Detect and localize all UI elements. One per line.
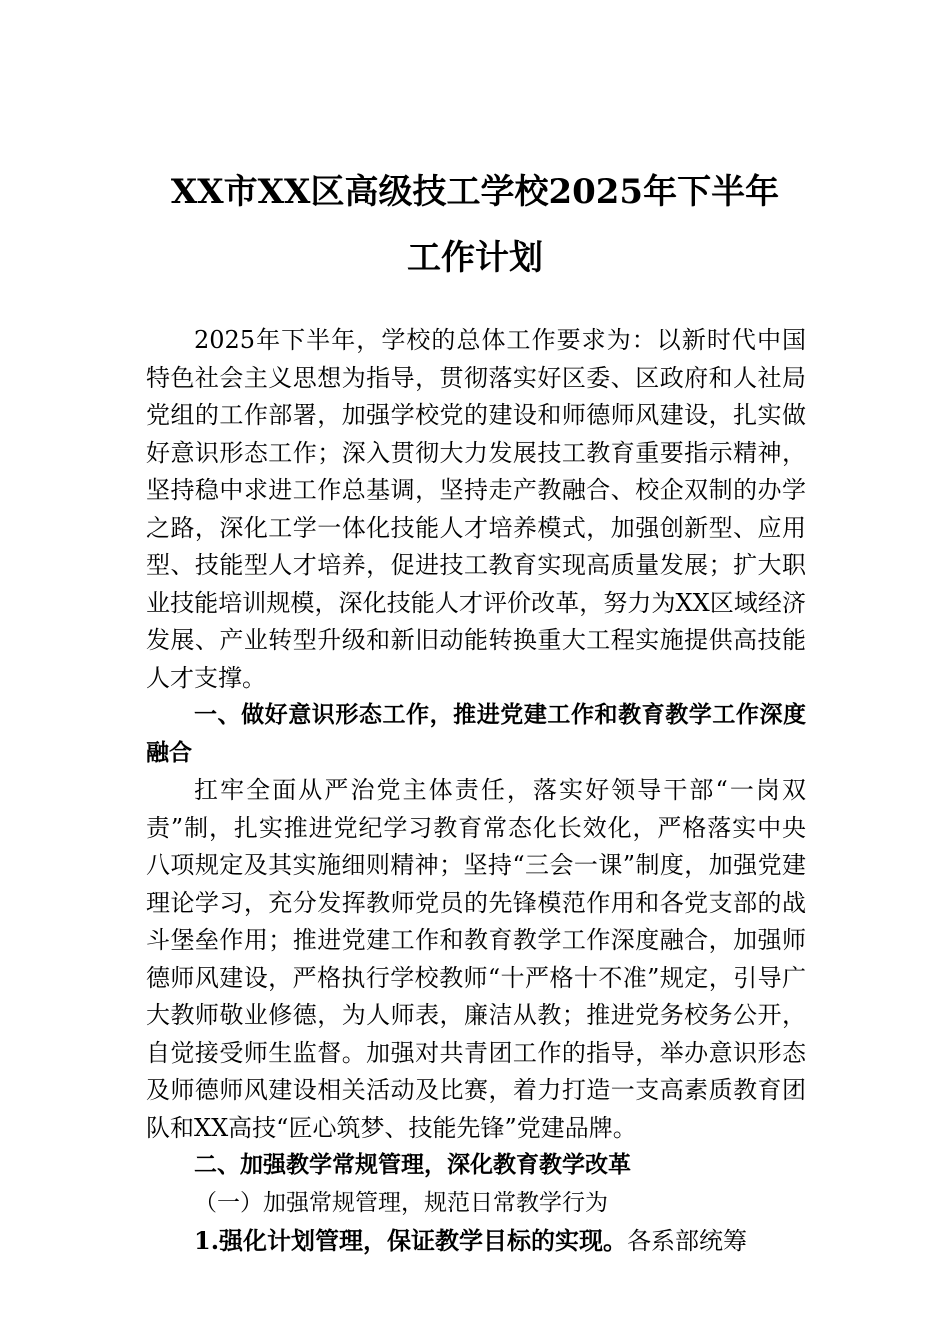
section-1-paragraph: 扛牢全面从严治党主体责任，落实好领导干部“一岗双责”制，扎实推进党纪学习教育常态化长效化，严格落实中央八项规定及其实施细则精神；坚持“三会一课”制度，加强党建理论学习，充分发挥教师党员的先锋模范作用和各党支部的战斗堡垒作用；推进党建工作和教育教学工作深度融合，加强师德师风建设，严格执行学校教师“十严格十不准”规定，引导广大教师敬业修德，为人师表，廉洁从教；推进党务校务公开，自觉接受师生监督。加强对共青团工作的指导，举办意识形态及师德师风建设相关活动及比赛，着力打造一支高素质教育团队和XX高技“匠心筑梦、技能先锋”党建品牌。 [146,776,806,1142]
section-1-heading: 一、做好意识形态工作，推进党建工作和教育教学工作深度融合 [146,702,806,766]
document-title-line-2: 工作计划 [407,238,543,278]
item-1-lead: 1.强化计划管理，保证教学目标的实现。 [194,1226,628,1255]
item-1-text: 各系部统筹 [627,1227,748,1255]
document-title-line-1: XX市XX区高级技工学校2025年下半年 [170,172,780,212]
intro-paragraph: 2025年下半年，学校的总体工作要求为：以新时代中国特色社会主义思想为指导，贯彻落实好区委、区政府和人社局党组的工作部署，加强学校党的建设和师德师风建设，扎实做好意识形态工作；深入贯彻大力发展技工教育重要指示精神，坚持稳中求进工作总基调，坚持走产教融合、校企双制的办学之路，深化工学一体化技能人才培养模式，加强创新型、应用型、技能型人才培养，促进技工教育实现高质量发展；扩大职业技能培训规模，深化技能人才评价改革，努力为XX区域经济发展、产业转型升级和新旧动能转换重大工程实施提供高技能人才支撑。 [146,326,806,692]
item-1-paragraph [146,1222,806,1261]
section-2-heading: 二、加强教学常规管理，深化教育教学改革 [194,1152,631,1178]
section-2-subheading-1: （一）加强常规管理，规范日常教学行为 [194,1189,608,1216]
document-body [146,322,806,1261]
